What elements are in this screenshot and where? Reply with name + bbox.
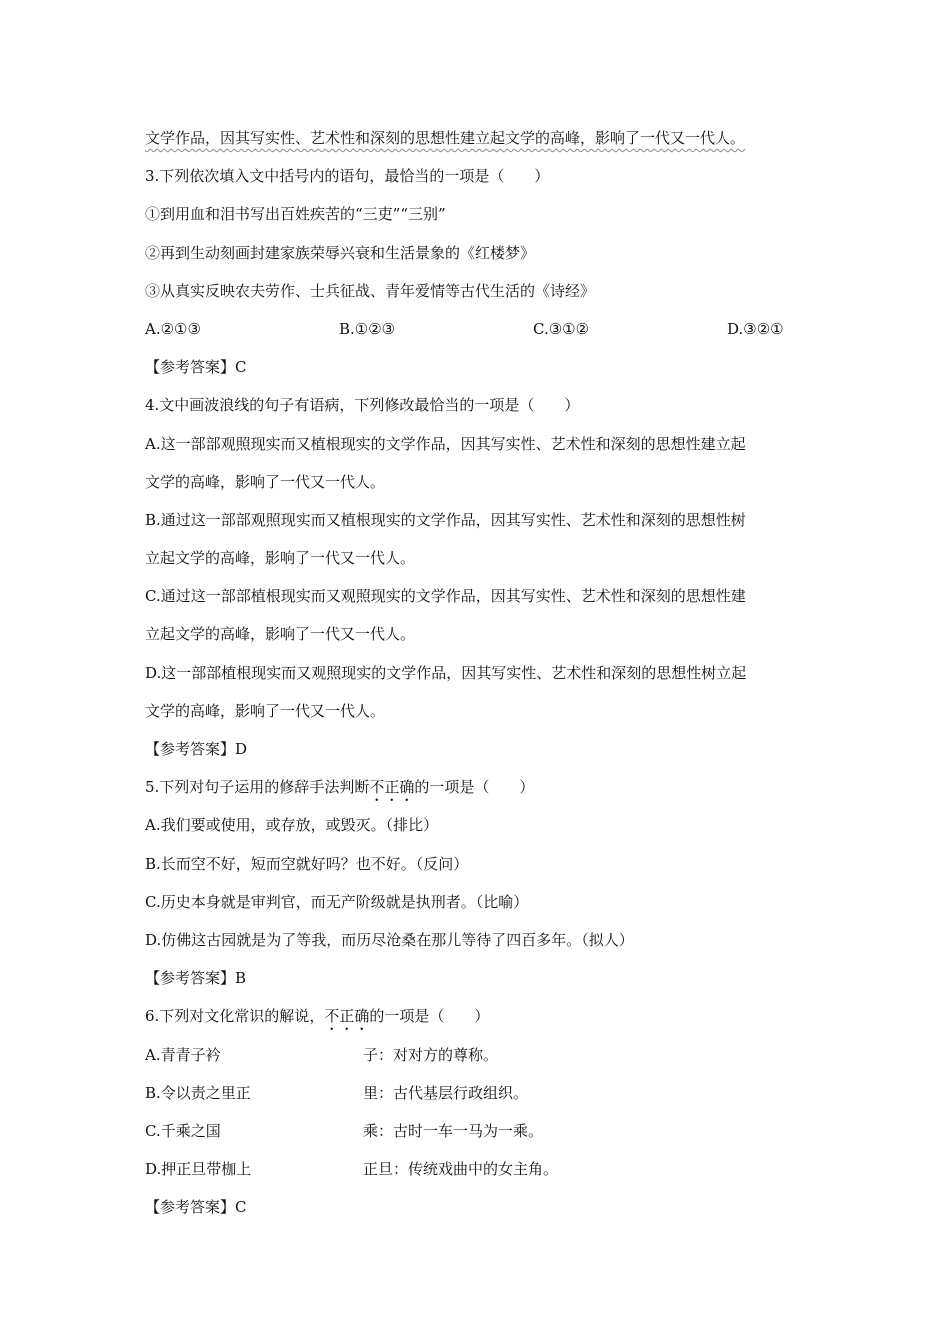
q6-option-d-explain: 正旦：传统戏曲中的女主角。 (363, 1160, 559, 1179)
q3-item-2: ②再到生动刻画封建家族荣辱兴衰和生活景象的《红楼梦》 (145, 243, 536, 262)
q4-stem: 4.文中画波浪线的句子有语病，下列修改最恰当的一项是（ ） (145, 396, 580, 415)
q4-option-a-line-2: 文学的高峰，影响了一代又一代人。 (145, 472, 386, 491)
q5-stem-after: 的一项是（ ） (414, 778, 535, 797)
q4-answer: 【参考答案】D (145, 740, 248, 758)
q6-option-c (145, 1112, 815, 1150)
wavy-underlined-sentence: 文学作品，因其写实性、艺术性和深刻的思想性建立起文学的高峰，影响了一代又一代人。 (145, 129, 746, 147)
q6-stem-emphasis: 不正确 (324, 1007, 370, 1026)
q3-option-b: B.①②③ (339, 319, 396, 338)
q6-option-d-term: D.押正旦带枷上 (145, 1160, 252, 1179)
q6-stem-after: 的一项是（ ） (369, 1007, 490, 1026)
q3-options (145, 310, 815, 348)
q6-option-c-term: C.千乘之国 (145, 1121, 221, 1140)
q4-option-c-line-1: C.通过这一部部植根现实而又观照现实的文学作品，因其写实性、艺术性和深刻的思想性建 (145, 587, 746, 606)
q6-option-b-explain: 里：古代基层行政组织。 (363, 1083, 529, 1102)
q5-answer: 【参考答案】B (145, 969, 247, 988)
q4-option-a-line-1: A.这一部部观照现实而又植根现实的文学作品，因其写实性、艺术性和深刻的思想性建立起 (145, 434, 746, 453)
q6-option-a-explain: 子：对对方的尊称。 (363, 1045, 499, 1064)
q3-item-1: ①到用血和泪书写出百姓疾苦的“三吏”“三别” (145, 205, 446, 224)
intro-line (145, 119, 815, 157)
q6-option-b (145, 1074, 815, 1112)
q5-option-b: B.长而空不好，短而空就好吗？也不好。（反问） (145, 854, 469, 873)
q6-option-c-explain: 乘：古时一车一马为一乘。 (363, 1121, 544, 1140)
q4-option-d-line-1: D.这一部部植根现实而又观照现实的文学作品，因其写实性、艺术性和深刻的思想性树立起 (145, 663, 747, 682)
q4-option-b-line-1: B.通过这一部部观照现实而又植根现实的文学作品，因其写实性、艺术性和深刻的思想性树 (145, 510, 746, 529)
q5-stem-before: 5.下列对句子运用的修辞手法判断 (145, 778, 370, 797)
q3-stem: 3.下列依次填入文中括号内的语句，最恰当的一项是（ ） (145, 167, 550, 186)
q6-option-a-term: A.青青子衿 (145, 1045, 221, 1064)
q6-stem-before: 6.下列对文化常识的解说， (145, 1007, 325, 1026)
q6-option-a (145, 1036, 815, 1074)
q3-option-d: D.③②① (727, 319, 784, 338)
q5-stem-emphasis: 不正确 (369, 778, 415, 797)
q6-answer: 【参考答案】C (145, 1198, 247, 1217)
q5-option-a: A.我们要或使用，或存放，或毁灭。（排比） (145, 816, 439, 835)
q5-option-c: C.历史本身就是审判官，而无产阶级就是执刑者。（比喻） (145, 892, 529, 911)
q3-answer: 【参考答案】C (145, 358, 247, 377)
q5-stem (145, 768, 815, 806)
q4-option-b-line-2: 立起文学的高峰，影响了一代又一代人。 (145, 549, 416, 568)
q4-option-d-line-2: 文学的高峰，影响了一代又一代人。 (145, 701, 386, 720)
q5-option-d: D.仿佛这古园就是为了等我，而历尽沧桑在那儿等待了四百多年。（拟人） (145, 930, 634, 949)
q6-option-d (145, 1150, 815, 1188)
q3-item-3: ③从真实反映农夫劳作、士兵征战、青年爱情等古代生活的《诗经》 (145, 281, 596, 300)
q6-stem (145, 997, 815, 1035)
q3-option-c: C.③①② (533, 319, 590, 338)
q4-option-c-line-2: 立起文学的高峰，影响了一代又一代人。 (145, 625, 416, 644)
q3-option-a: A.②①③ (145, 319, 201, 338)
document-page (145, 119, 815, 1226)
q6-option-b-term: B.令以责之里正 (145, 1083, 251, 1102)
